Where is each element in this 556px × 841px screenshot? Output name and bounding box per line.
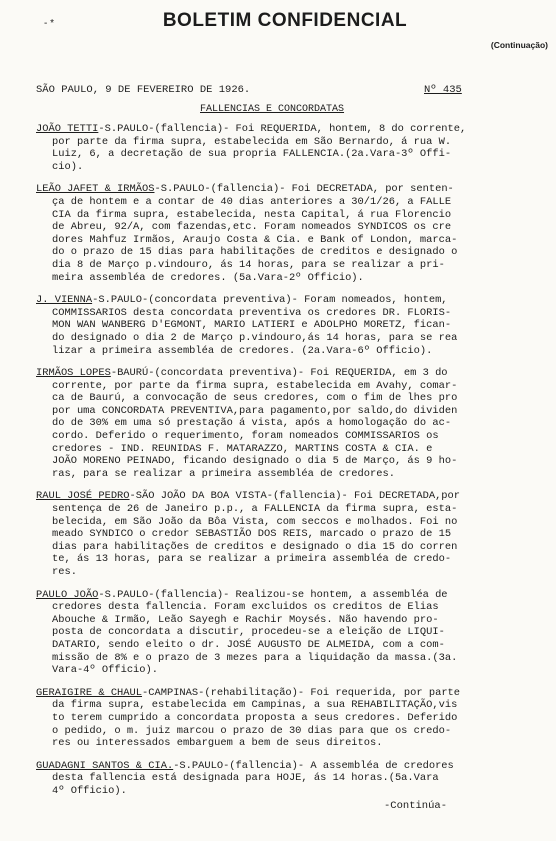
entries-list [36,123,548,808]
entry-text: -S.PAULO-(fallencia)- Foi REQUERIDA, hontem, 8 do corrente, [98,123,467,135]
entry-line [36,405,548,418]
entry-line [36,148,548,161]
entry-line [36,601,548,614]
entry-text: Luiz, 6, a decretação de sua propria FALLENCIA.(2a.Vara-3º Offi- [52,148,452,161]
dateline: SÃO PAULO, 9 DE FEVEREIRO DE 1926. [36,84,251,96]
entry-heading: JOÃO TETTI [36,123,99,135]
entry-text: meira assembléa de credores. (5a.Vara-2º Officio). [52,271,364,284]
entry-text: credores - IND. REUNIDAS F. MATARAZZO, MARTINS COSTA & CIA. e [52,442,433,455]
entry-line [36,772,548,785]
entry-text: desta fallencia está designada para HOJE, ás 14 horas.(5a.Vara [52,772,439,785]
entry-line [36,161,548,174]
entry-line [36,443,548,456]
entry-line [36,712,548,725]
entry-text: o pedido, o m. juiz marcou o prazo de 30 dias para que os credo- [52,724,452,737]
list-item [36,687,548,750]
list-item [36,123,548,173]
entry-heading: RAUL JOSÉ PEDRO [36,490,130,503]
entry-line [36,468,548,481]
section-title: FALLENCIAS E CONCORDATAS [200,104,345,115]
entry-text: lizar a primeira assembléa de credores. (2a.Vara-6º Officio). [52,344,433,357]
entry-text: dia 8 de Março p.vindouro, ás 14 horas, para se realizar a pri- [52,258,445,271]
entry-text: ras, para se realizar a primeira assembléa de credores. [52,467,395,480]
entry-line [36,332,548,345]
entry-heading: GUADAGNI SANTOS & CIA. [36,759,174,772]
entry-line [36,392,548,405]
entry-line [36,566,548,579]
entry-line [36,196,548,209]
entry-text: -SÃO JOÃO DA BOA VISTA-(fallencia)- Foi DECRETADA,por [129,490,461,503]
list-item [36,183,548,284]
entry-line [36,626,548,639]
page-title: BOLETIM CONFIDENCIAL [162,10,408,31]
entry-line [36,490,548,503]
entry-text: posta de concordata a discutir, procedeu-se a eleição de LIQUI- [52,626,445,639]
entry-line [36,183,548,196]
corner-mark: - * [44,18,54,29]
entry-heading: IRMÃOS LOPES [36,367,111,380]
entry-line [36,785,548,798]
entry-text: do o prazo de 15 dias para habilitações de creditos e designado o [52,246,458,259]
entry-text: corrente, por parte da firma supra, estabelecida em Avahy, comar- [52,379,458,392]
entry-heading: PAULO JOÃO [36,588,99,601]
entry-line [36,430,548,443]
entry-line [36,136,548,149]
list-item [36,589,548,677]
entry-line [36,725,548,738]
entry-text: res ou interessados embarguem a bem de seus direitos. [52,737,383,750]
entry-text: cordo. Deferido o requerimento, foram nomeados COMMISSARIOS os [52,430,439,443]
entry-line [36,664,548,677]
entry-text: -CAMPINAS-(rehabilitação)- Foi requerida, por parte [142,686,461,699]
entry-line [36,737,548,750]
entry-text: ça de hontem e a contar de 40 dias anteriores a 30/1/26, a FALLE [52,195,452,208]
entry-text: -S.PAULO-(fallencia)- A assembléa de credores [173,759,454,772]
entry-text: Vara-4º Officio). [52,664,159,677]
entry-text: te, ás 13 horas, para se realizar a primeira assembléa de credo- [52,553,452,566]
entry-text: 4º Officio). [52,784,127,797]
entry-text: -S.PAULO-(fallencia)- Realizou-se hontem, a assembléa de [98,588,448,601]
entry-line [36,221,548,234]
entry-text: -S.PAULO-(fallencia)- Foi DECRETADA, por senten- [154,183,454,196]
entry-text: sentença de 26 de Janeiro p.p., a FALLENCIA da firma supra, esta- [52,503,458,516]
entry-heading: J. VIENNA [36,294,93,307]
entry-line [36,272,548,285]
list-item [36,294,548,357]
entry-text: to terem cumprido a concordata proposta a seus credores. Deferido [52,711,458,724]
entry-line [36,307,548,320]
entry-line [36,319,548,332]
entry-line [36,687,548,700]
entry-text: por uma CONCORDATA PREVENTIVA,para pagamento,por saldo,do dividen [52,404,458,417]
entry-text: belecida, em São João da Bôa Vista, com seccos e molhados. Foi no [52,515,458,528]
entry-line [36,503,548,516]
entry-text: por parte da firma supra, estabelecida em São Bernardo, á rua W. [52,135,452,148]
entry-heading: LEÃO JAFET & IRMÃOS [36,183,155,196]
entry-text: JOÃO MORENO PEINADO, ficando designado o dia 5 de Março, ás 9 ho- [52,455,458,468]
entry-text: res. [52,566,77,578]
entry-line [36,553,548,566]
entry-line [36,614,548,627]
entry-line [36,516,548,529]
entry-text: de Abreu, 92/A, com fazendas,etc. Foram nomeados SYNDICOS os cre [52,221,452,234]
entry-text: -S.PAULO-(concordata preventiva)- Foram nomeados, hontem, [92,294,448,307]
entry-text: da firma supra, estabelecida em Campinas, a sua REHABILITAÇÃO,vis [52,699,458,712]
entry-line [36,123,548,136]
entry-line [36,528,548,541]
entry-text: missão de 8% e o prazo de 3 mezes para a liquidação da massa.(3a. [52,651,458,664]
entry-line [36,367,548,380]
continuation-label: (Continuação) [490,40,548,50]
entry-text: CIA da firma supra, estabelecida, nesta Capital, á rua Florencio [52,208,452,221]
list-item [36,367,548,480]
entry-line [36,541,548,554]
entry-line [36,234,548,247]
entry-text: MON WAN WANBERG D'EGMONT, MARIO LATIERI e ADOLPHO MORETZ, fican- [52,319,452,332]
entry-text: meado SYNDICO o credor SEBASTIÃO DOS REIS, marcado o prazo de 15 [52,528,452,541]
entry-line [36,589,548,602]
entry-line [36,246,548,259]
entry-text: -BAURÚ-(concordata preventiva)- Foi REQUERIDA, em 3 do [110,367,448,380]
entry-line [36,760,548,773]
entry-line [36,417,548,430]
entry-heading: GERAIGIRE & CHAUL [36,686,143,699]
entry-text: ca de Baurú, a convocação de seus credores, com o fim de lhes pro [52,392,458,405]
continues-footer: -Continúa- [384,800,448,812]
entry-text: dores Mahfuz Irmãos, Araujo Costa & Cia. e Bank of London, marca- [52,233,458,246]
entry-text: COMMISSARIOS desta concordata preventiva os credores DR. FLORIS- [52,306,452,319]
entry-text: cio). [52,160,84,173]
entry-text: DATARIO, sendo eleito o dr. JOSÉ AUGUSTO DE ALMEIDA, com a com- [52,638,445,651]
list-item [36,490,548,578]
entry-text: credores desta fallencia. Foram excluidos os creditos de Elias [52,601,439,614]
bulletin-number: Nº 435 [424,84,462,96]
entry-text: do designado o dia 2 de Março p.vindouro,ás 14 horas, para se rea [52,331,458,344]
entry-text: do de 30% em uma só prestação á vista, após a homologação do ac- [52,417,452,430]
entry-line [36,652,548,665]
entry-text: dias para habilitações de creditos e designado o dia 15 do corren [52,540,458,553]
entry-text: Abouche & Irmão, Leão Sayegh e Rachir Moysés. Não havendo pro- [52,613,439,626]
list-item [36,760,548,798]
entry-line [36,294,548,307]
entry-line [36,380,548,393]
entry-line [36,345,548,358]
entry-line [36,259,548,272]
entry-line [36,639,548,652]
entry-line [36,455,548,468]
entry-line [36,209,548,222]
entry-line [36,699,548,712]
